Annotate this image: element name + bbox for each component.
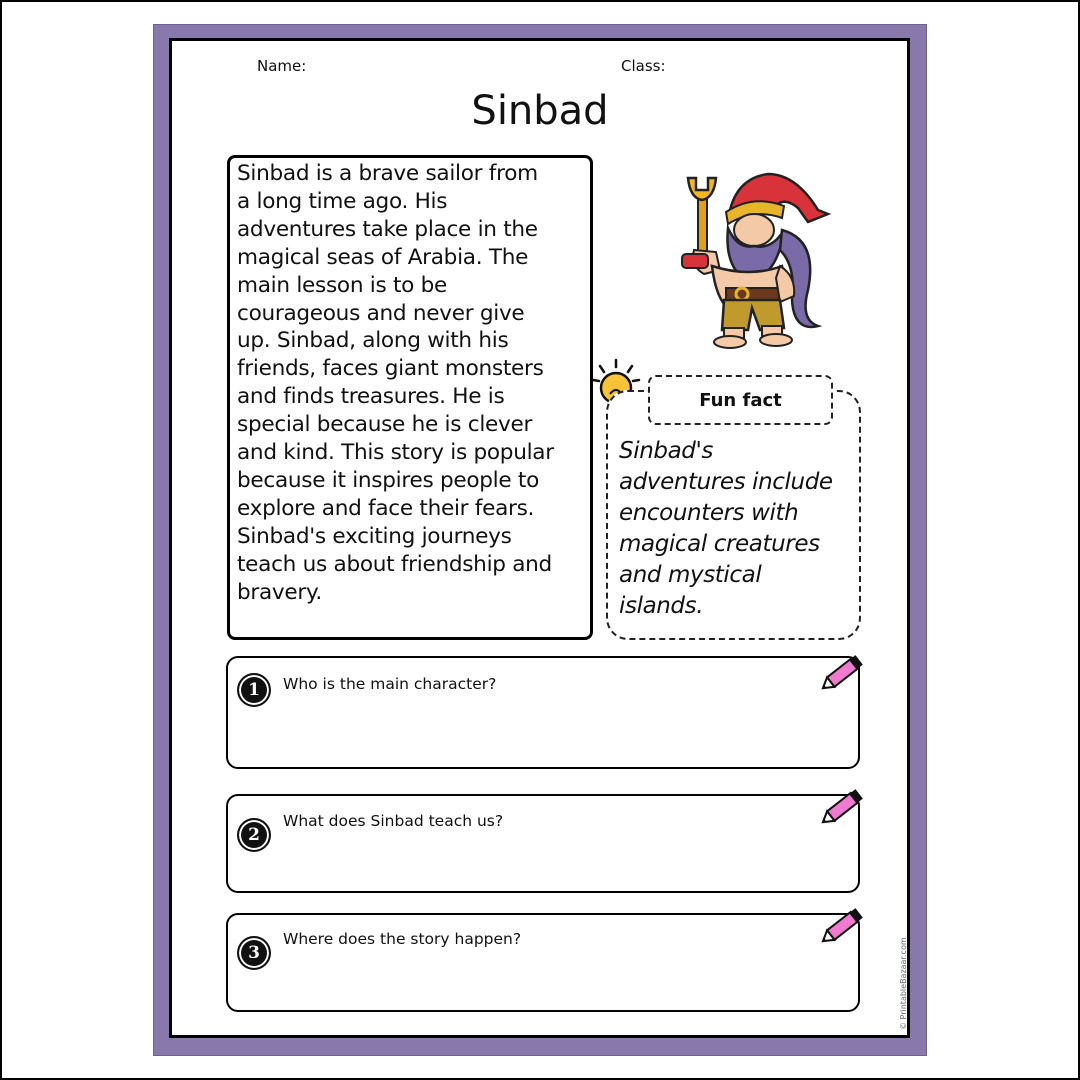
story-line: explore and face their fears. [237,495,535,521]
story-line: bravery. [237,579,322,605]
story-line: courageous and never give [237,300,525,326]
question-2-text: What does Sinbad teach us? [283,812,504,830]
story-line: friends, faces giant monsters [237,356,544,382]
story-line: special because he is clever [237,412,533,438]
story-line: because it inspires people to [237,467,539,493]
fun-fact-heading: Fun fact [648,375,833,425]
question-1-answer-box[interactable] [226,656,860,769]
fun-fact-line: and mystical [619,562,762,588]
pencil-icon [818,650,870,696]
question-1-text: Who is the main character? [283,675,497,693]
question-3-number: 3 [237,936,271,970]
story-line: Sinbad's exciting journeys [237,523,512,549]
fun-fact-line: encounters with [619,500,799,526]
fun-fact-line: islands. [619,593,704,619]
story-line: Sinbad is a brave sailor from [237,161,538,186]
fun-fact-line: Sinbad's [619,438,713,464]
story-line: adventures take place in the [237,216,538,242]
story-line: magical seas of Arabia. The [237,244,529,270]
story-line: a long time ago. His [237,188,448,214]
pencil-icon [818,784,870,830]
page-title: Sinbad [471,88,609,134]
pencil-icon [818,903,870,949]
fun-fact-text [619,436,855,622]
fun-fact-line: magical creatures [619,531,820,557]
fun-fact-line: adventures include [619,469,833,495]
name-label: Name: [257,57,307,75]
story-line: and finds treasures. He is [237,384,505,410]
story-text [237,160,589,607]
question-3-text: Where does the story happen? [283,930,522,948]
story-line: main lesson is to be [237,272,448,298]
question-2-answer-box[interactable] [226,794,860,893]
watermark: © PrintableBazaar.com [899,937,908,1030]
story-line: and kind. This story is popular [237,440,554,466]
question-3-answer-box[interactable] [226,913,860,1012]
story-line: up. Sinbad, along with his [237,328,509,354]
question-1-number: 1 [237,673,271,707]
class-label: Class: [621,57,666,75]
question-2-number: 2 [237,818,271,852]
sinbad-character-icon [668,170,833,350]
story-line: teach us about friendship and [237,551,552,577]
